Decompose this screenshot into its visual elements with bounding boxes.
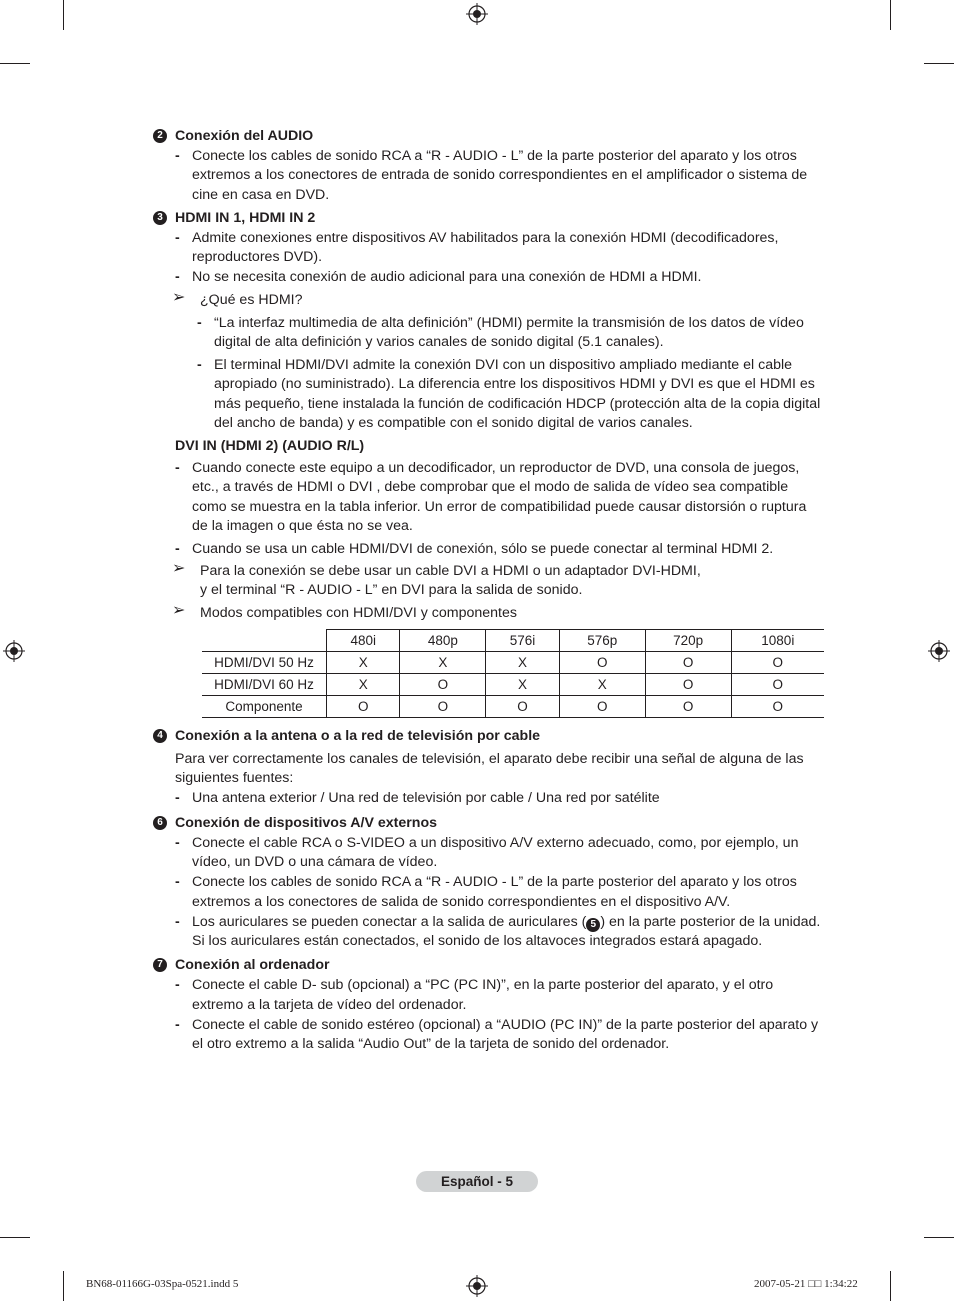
list-item: - “La interfaz multimedia de alta definición” (HDMI) permite la transmisión de los datos de vídeo digital de alta definición y varios canales de sonido digital (5.1 canales). <box>152 314 824 352</box>
table-row <box>202 695 824 717</box>
section-heading-pc <box>152 956 824 975</box>
table-header-cell: 1080i <box>731 629 824 651</box>
section-heading-antenna <box>152 727 824 746</box>
note <box>152 288 824 310</box>
registration-mark-icon <box>928 640 950 662</box>
table-cell: O <box>486 695 559 717</box>
table-cell: X <box>486 651 559 673</box>
list-item-text: Los auriculares se pueden conectar a la salida de auriculares ( <box>192 913 587 930</box>
note-text: Para la conexión se debe usar un cable DVI a HDMI o un adaptador DVI-HDMI, <box>200 563 701 580</box>
crop-mark <box>890 0 891 30</box>
section-heading-av <box>152 814 824 833</box>
section-number: 4 <box>153 729 167 743</box>
section-number: 7 <box>153 958 167 972</box>
note-arrow-icon: ➢ <box>172 288 186 306</box>
table-cell: O <box>645 673 731 695</box>
headphone-jack-number: 5 <box>586 918 600 932</box>
list-item: - Conecte el cable de sonido estéreo (opcional) a “AUDIO (PC IN)” de la parte posterior del aparato y el otro extremo a la salida “Audio Out” de la tarjeta de sonido del ordenador. <box>152 1016 824 1054</box>
table-row-label: HDMI/DVI 50 Hz <box>202 651 327 673</box>
list-item-text: ) en la parte posterior de la unidad. Si los auriculares están conectados, el sonido de los altavoces integrados estará apagado. <box>192 913 821 949</box>
table-header-cell: 576p <box>559 629 645 651</box>
page-number-label: Español - 5 <box>416 1171 538 1192</box>
crop-mark <box>924 1237 954 1238</box>
crop-mark <box>63 0 64 30</box>
registration-mark-icon <box>466 3 488 25</box>
table-header-cell: 720p <box>645 629 731 651</box>
table-cell: O <box>645 695 731 717</box>
note-arrow-icon: ➢ <box>172 601 186 619</box>
list-item: - Conecte los cables de sonido RCA a “R - AUDIO - L” de la parte posterior del aparato y los otros extremos a los conectores de salida de sonido correspondientes en el dispositivo A/V. <box>152 873 824 911</box>
note-text: y el terminal “R - AUDIO - L” en DVI para la salida de sonido. <box>200 582 583 599</box>
table-header-cell: 576i <box>486 629 559 651</box>
note-text: Modos compatibles con HDMI/DVI y componentes <box>200 604 517 621</box>
list-item <box>152 913 824 951</box>
table-row <box>202 673 824 695</box>
note <box>152 601 824 623</box>
list-item: - El terminal HDMI/DVI admite la conexión DVI con un dispositivo ampliado mediante el cable apropiado (no suministrado). La diferencia entre los dispositivos HDMI y DVI es que el HDMI es más pequeño, tiene instalada la función de codificación HDCP (protección alta de la copia digital del ancho de banda) y es compatible con el sonido digital de varios canales. <box>152 356 824 433</box>
section-number: 3 <box>153 211 167 225</box>
table-cell: X <box>559 673 645 695</box>
table-cell: X <box>327 673 400 695</box>
table-cell: O <box>559 651 645 673</box>
timestamp: 2007-05-21 □□ 1:34:22 <box>754 1278 858 1290</box>
section-title: Conexión al ordenador <box>175 957 330 974</box>
table-cell <box>202 629 327 651</box>
registration-mark-icon <box>466 1275 488 1297</box>
list-item: - Admite conexiones entre dispositivos AV habilitados para la conexión HDMI (decodificadores, reproductores DVD). <box>152 229 824 267</box>
table-header-row <box>202 629 824 651</box>
paragraph: Para ver correctamente los canales de televisión, el aparato debe recibir una señal de alguna de las siguientes fuentes: <box>175 751 804 787</box>
page-content <box>152 127 824 1054</box>
section-title: HDMI IN 1, HDMI IN 2 <box>175 209 316 226</box>
table-cell: O <box>645 651 731 673</box>
list-item: - Conecte el cable D- sub (opcional) a “PC (PC IN)”, en la parte posterior del aparato, y el otro extremo a la tarjeta de vídeo del ordenador. <box>152 976 824 1014</box>
table-cell: O <box>731 695 824 717</box>
table-row-label: Componente <box>202 695 327 717</box>
section-number: 2 <box>153 129 167 143</box>
crop-mark <box>0 63 30 64</box>
list-item: - Una antena exterior / Una red de televisión por cable / Una red por satélite <box>152 789 824 808</box>
list-item: - No se necesita conexión de audio adicional para una conexión de HDMI a HDMI. <box>152 268 824 287</box>
table-row <box>202 651 824 673</box>
list-item: - Cuando se usa un cable HDMI/DVI de conexión, sólo se puede conectar al terminal HDMI 2. <box>152 540 824 559</box>
section-number: 6 <box>153 816 167 830</box>
table-header-cell: 480i <box>327 629 400 651</box>
section-title: Conexión a la antena o a la red de televisión por cable <box>175 727 541 744</box>
note-text: ¿Qué es HDMI? <box>200 291 303 308</box>
list-item: - Conecte el cable RCA o S-VIDEO a un dispositivo A/V externo adecuado, como, por ejemplo, un vídeo, un DVD o una cámara de vídeo. <box>152 834 824 872</box>
crop-mark <box>63 1271 64 1301</box>
table-cell: X <box>486 673 559 695</box>
table-cell: O <box>400 673 486 695</box>
table-cell: O <box>327 695 400 717</box>
table-cell: X <box>327 651 400 673</box>
table-cell: O <box>731 651 824 673</box>
section-heading-audio <box>152 127 824 146</box>
file-name: BN68-01166G-03Spa-0521.indd 5 <box>86 1278 239 1290</box>
table-header-cell: 480p <box>400 629 486 651</box>
note <box>152 562 824 600</box>
subsection-title-dvi: DVI IN (HDMI 2) (AUDIO R/L) <box>175 438 365 455</box>
table-cell: O <box>559 695 645 717</box>
list-item: - Cuando conecte este equipo a un decodificador, un reproductor de DVD, una consola de juegos, etc., a través de HDMI o DVI , debe comprobar que el modo de salida de vídeo sea compatible como se muestra en la tabla inferior. Un error de compatibilidad puede causar distorsión o ruptura de la imagen o que ésta no se vea. <box>152 459 824 536</box>
section-title: Conexión del AUDIO <box>175 128 314 144</box>
crop-mark <box>890 1271 891 1301</box>
table-cell: O <box>400 695 486 717</box>
crop-mark <box>924 63 954 64</box>
section-heading-hdmi <box>152 209 824 228</box>
registration-mark-icon <box>3 640 25 662</box>
table-cell: X <box>400 651 486 673</box>
table-cell: O <box>731 673 824 695</box>
list-item: - Conecte los cables de sonido RCA a “R - AUDIO - L” de la parte posterior del aparato y los otros extremos a los conectores de entrada de sonido correspondientes en el amplificador o sistema de cine en casa en DVD. <box>152 147 824 205</box>
table-row-label: HDMI/DVI 60 Hz <box>202 673 327 695</box>
note-arrow-icon: ➢ <box>172 560 186 578</box>
section-title: Conexión de dispositivos A/V externos <box>175 814 437 831</box>
compatibility-table <box>202 629 824 718</box>
crop-mark <box>0 1237 30 1238</box>
